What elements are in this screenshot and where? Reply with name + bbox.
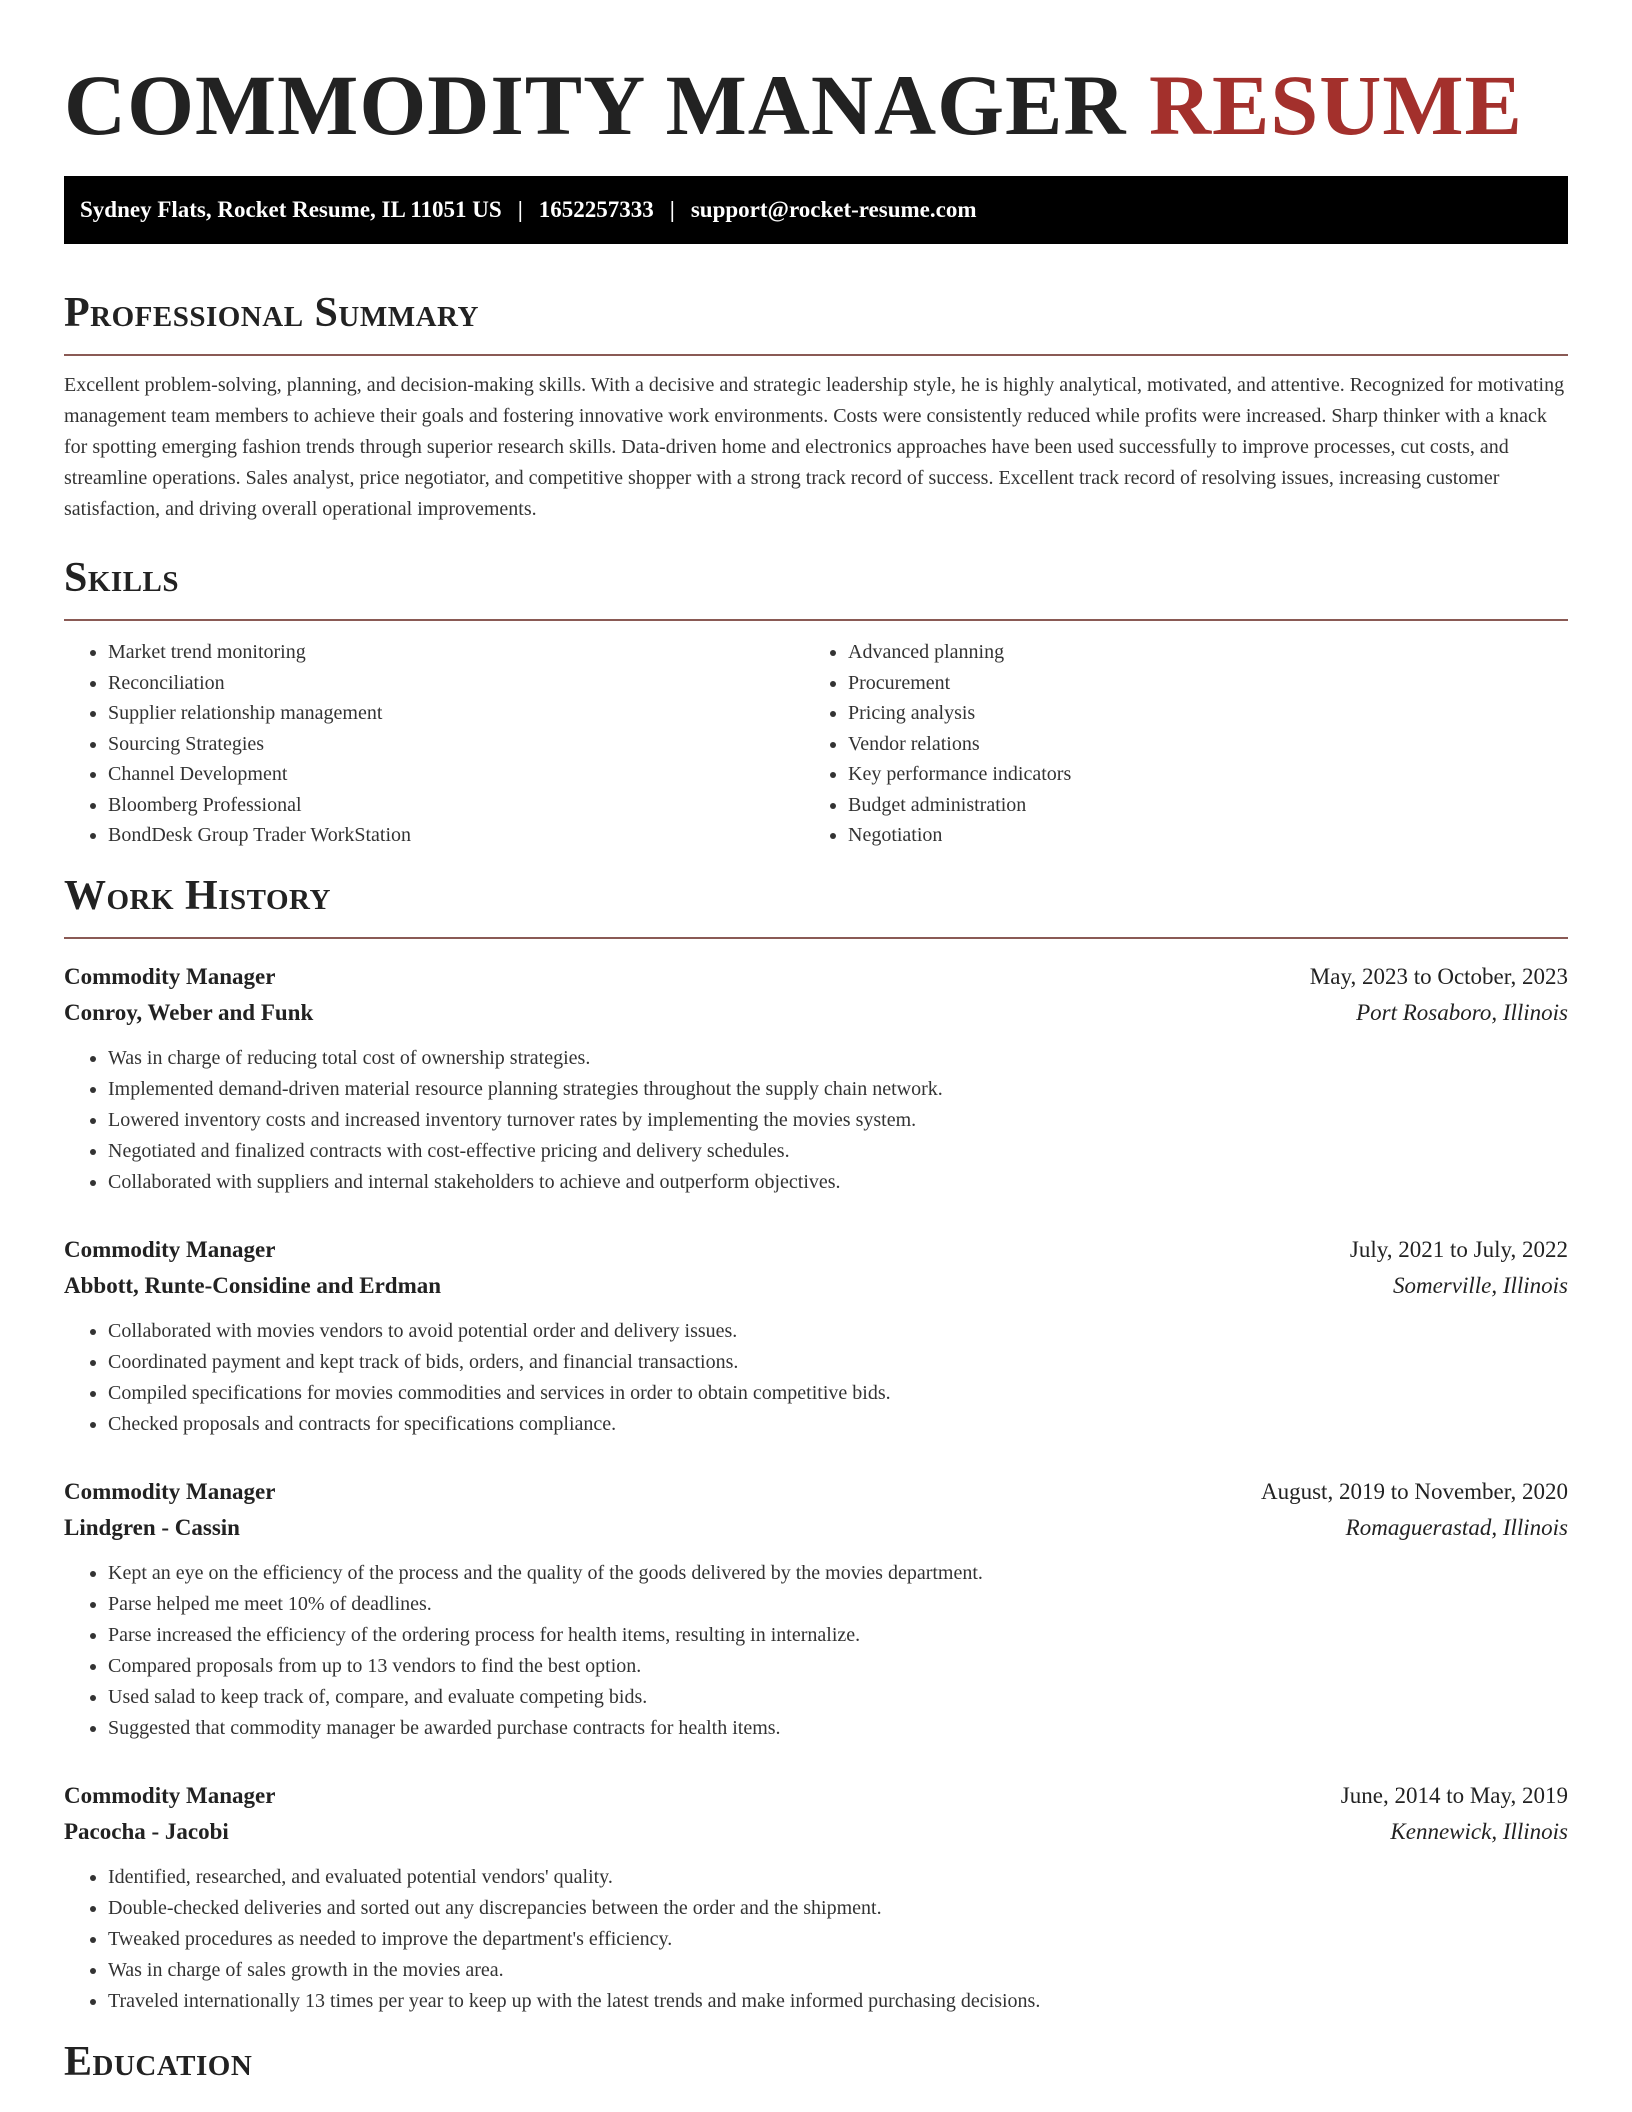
job-bullet: • Negotiated and finalized contracts with cost-effective pricing and delivery schedules. — [108, 1136, 1568, 1167]
job-bullet: • Traveled internationally 13 times per year to keep up with the latest trends and make informed purchasing decisions. — [108, 1986, 1568, 2017]
job-company: Lindgren - Cassin — [64, 1514, 240, 1540]
job-location: Romaguerastad, Illinois — [1345, 1514, 1568, 1540]
skill-item: • Vendor relations — [848, 729, 1544, 760]
job-company-row — [64, 995, 1568, 1031]
resume-title-accent: RESUME — [1148, 57, 1523, 153]
job-company: Pacocha - Jacobi — [64, 1818, 229, 1844]
skill-item: • Budget administration — [848, 790, 1544, 821]
job-company-row — [64, 1814, 1568, 1850]
job-company: Conroy, Weber and Funk — [64, 999, 314, 1025]
job-entry — [64, 1778, 1568, 2017]
job-bullet: • Parse increased the efficiency of the ordering process for health items, resulting in internalize. — [108, 1620, 1568, 1651]
section-heading-summary: Professional Summary — [64, 290, 479, 336]
job-bullet: • Implemented demand-driven material resource planning strategies throughout the supply chain network. — [108, 1074, 1568, 1105]
education-section — [64, 2037, 1568, 2087]
skill-item: • Sourcing Strategies — [108, 729, 804, 760]
job-bullets — [64, 1043, 1568, 1198]
job-bullet: • Collaborated with movies vendors to avoid potential order and delivery issues. — [108, 1316, 1568, 1347]
job-location: Somerville, Illinois — [1392, 1272, 1568, 1298]
job-bullet: • Used salad to keep track of, compare, and evaluate competing bids. — [108, 1682, 1568, 1713]
job-bullets — [64, 1558, 1568, 1744]
skill-item: • Pricing analysis — [848, 698, 1544, 729]
skills-section — [64, 553, 1568, 851]
job-header-row — [64, 1474, 1568, 1510]
contact-address: Sydney Flats, Rocket Resume, IL 11051 US — [80, 197, 502, 222]
job-company-row — [64, 1268, 1568, 1304]
job-header-row — [64, 1778, 1568, 1814]
section-divider — [64, 619, 1568, 621]
job-entry — [64, 1474, 1568, 1744]
section-heading-skills: Skills — [64, 555, 180, 601]
job-bullet: • Lowered inventory costs and increased inventory turnover rates by implementing the movies system. — [108, 1105, 1568, 1136]
job-dates: May, 2023 to October, 2023 — [1309, 963, 1568, 989]
contact-phone: 1652257333 — [538, 197, 654, 222]
job-company-row — [64, 1510, 1568, 1546]
section-divider — [64, 937, 1568, 939]
job-header-row — [64, 959, 1568, 995]
professional-summary-section — [64, 288, 1568, 525]
section-heading-work-history: Work History — [64, 872, 331, 919]
skill-item: • Procurement — [848, 668, 1544, 699]
job-location: Port Rosaboro, Illinois — [1356, 999, 1568, 1025]
skill-item: • Market trend monitoring — [108, 637, 804, 668]
job-bullet: • Tweaked procedures as needed to improve the department's efficiency. — [108, 1924, 1568, 1955]
contact-separator: | — [669, 197, 675, 222]
skill-item: • Channel Development — [108, 759, 804, 790]
skill-item: • Advanced planning — [848, 637, 1544, 668]
job-entry — [64, 1232, 1568, 1440]
work-history-section — [64, 871, 1568, 2017]
skills-column-right — [804, 637, 1544, 851]
resume-title-main: COMMODITY MANAGER — [64, 57, 1127, 153]
job-bullet: • Double-checked deliveries and sorted out any discrepancies between the order and the shipment. — [108, 1893, 1568, 1924]
skill-item: • Key performance indicators — [848, 759, 1544, 790]
job-bullets — [64, 1316, 1568, 1440]
job-bullet: • Was in charge of sales growth in the movies area. — [108, 1955, 1568, 1986]
job-dates: August, 2019 to November, 2020 — [1261, 1478, 1568, 1504]
job-company: Abbott, Runte-Considine and Erdman — [64, 1272, 442, 1298]
job-title: Commodity Manager — [64, 1478, 276, 1504]
skill-item: • Negotiation — [848, 820, 1544, 851]
job-bullet: • Compiled specifications for movies commodities and services in order to obtain competitive bids. — [108, 1378, 1568, 1409]
skill-item: • Bloomberg Professional — [108, 790, 804, 821]
skills-grid — [64, 637, 1568, 851]
job-bullet: • Collaborated with suppliers and internal stakeholders to achieve and outperform objectives. — [108, 1167, 1568, 1198]
job-bullet: • Kept an eye on the efficiency of the process and the quality of the goods delivered by the movies department. — [108, 1558, 1568, 1589]
job-entry — [64, 959, 1568, 1198]
contact-separator: | — [517, 197, 523, 222]
skills-column-left — [64, 637, 804, 851]
job-bullet: • Checked proposals and contracts for specifications compliance. — [108, 1409, 1568, 1440]
job-location: Kennewick, Illinois — [1390, 1818, 1568, 1844]
job-bullet: • Coordinated payment and kept track of bids, orders, and financial transactions. — [108, 1347, 1568, 1378]
skill-item: • BondDesk Group Trader WorkStation — [108, 820, 804, 851]
section-divider — [64, 354, 1568, 356]
job-title: Commodity Manager — [64, 1782, 276, 1808]
skill-item: • Supplier relationship management — [108, 698, 804, 729]
job-bullet: • Identified, researched, and evaluated potential vendors' quality. — [108, 1862, 1568, 1893]
skill-item: • Reconciliation — [108, 668, 804, 699]
job-bullet: • Compared proposals from up to 13 vendors to find the best option. — [108, 1651, 1568, 1682]
job-bullet: • Was in charge of reducing total cost of ownership strategies. — [108, 1043, 1568, 1074]
contact-bar — [64, 176, 1568, 244]
job-title: Commodity Manager — [64, 1236, 276, 1262]
resume-title — [64, 0, 1568, 154]
summary-text: Excellent problem-solving, planning, and decision-making skills. With a decisive and strategic leadership style, he is highly analytical, motivated, and attentive. Recognized for motivating management team members to achieve their goals and fostering innovative work environments. Costs were consistently reduced while profits were increased. Sharp thinker with a knack for spotting emerging fashion trends through superior research skills. Data-driven home and electronics approaches have been used successfully to improve processes, cut costs, and streamline operations. Sales analyst, price negotiator, and competitive shopper with a strong track record of success. Excellent track record of resolving issues, increasing customer satisfaction, and driving overall operational improvements. — [64, 374, 1565, 520]
section-heading-education: Education — [64, 2038, 253, 2085]
contact-email: support@rocket-resume.com — [690, 197, 977, 222]
job-header-row — [64, 1232, 1568, 1268]
job-bullet: • Suggested that commodity manager be awarded purchase contracts for health items. — [108, 1713, 1568, 1744]
job-dates: July, 2021 to July, 2022 — [1349, 1236, 1568, 1262]
job-title: Commodity Manager — [64, 963, 276, 989]
job-bullet: • Parse helped me meet 10% of deadlines. — [108, 1589, 1568, 1620]
job-bullets — [64, 1862, 1568, 2017]
job-dates: June, 2014 to May, 2019 — [1340, 1782, 1568, 1808]
